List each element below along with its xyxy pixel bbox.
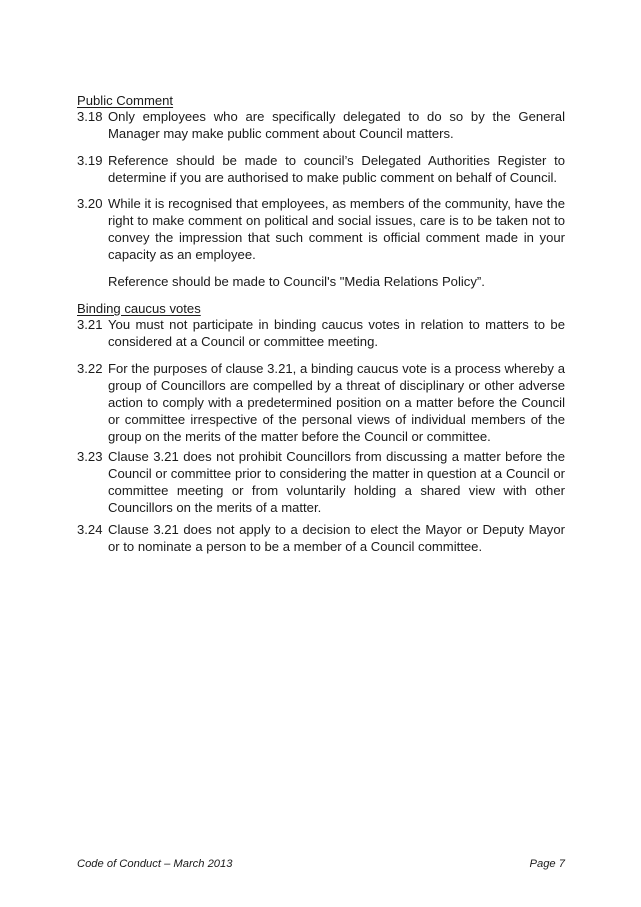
clause-text: For the purposes of clause 3.21, a binding caucus vote is a process whereby a group of Councillors are compelled by a threat of disciplinary or other adverse action to comply with a predetermined position on a matter before the Council or committee irrespective of the personal views of individual members of the group on the merits of the matter before the Council or committee. (108, 361, 565, 445)
clause-number: 3.19 (77, 153, 103, 168)
clause-3-24 (77, 521, 565, 555)
clause-text: Reference should be made to council’s Delegated Authorities Register to determine if you are authorised to make public comment on behalf of Council. (108, 153, 565, 186)
clause-3-19 (77, 152, 565, 186)
clause-text: While it is recognised that employees, as members of the community, have the right to make comment on political and social issues, care is to be taken not to convey the impression that such comment is official comment made in your capacity as an employee. (108, 196, 565, 263)
clause-3-20 (77, 195, 565, 263)
clause-number: 3.24 (77, 522, 103, 537)
clause-3-23 (77, 448, 565, 516)
footer-page-number: Page 7 (529, 858, 565, 870)
clause-text: Clause 3.21 does not prohibit Councillors from discussing a matter before the Council or committee prior to considering the matter in question at a Council or committee meeting or from voluntarily holding a shared view with other Councillors on the merits of a matter. (108, 449, 565, 516)
section-heading-binding-caucus-votes: Binding caucus votes (77, 301, 201, 316)
section-heading-public-comment: Public Comment (77, 93, 174, 108)
clause-number: 3.18 (77, 109, 103, 124)
clause-number: 3.23 (77, 449, 103, 464)
clause-text: Clause 3.21 does not apply to a decision to elect the Mayor or Deputy Mayor or to nominate a person to be a member of a Council committee. (108, 522, 565, 555)
clause-number: 3.20 (77, 196, 103, 211)
clause-number: 3.21 (77, 317, 103, 332)
clause-number: 3.22 (77, 361, 103, 376)
media-relations-reference: Reference should be made to Council's "Media Relations Policy”. (108, 274, 485, 289)
clause-3-22 (77, 360, 565, 445)
clause-3-18 (77, 108, 565, 142)
clause-text: Only employees who are specifically delegated to do so by the General Manager may make public comment about Council matters. (108, 109, 565, 142)
footer-document-title: Code of Conduct – March 2013 (77, 858, 233, 870)
clause-3-21 (77, 316, 565, 350)
clause-text: You must not participate in binding caucus votes in relation to matters to be considered at a Council or committee meeting. (108, 317, 565, 350)
